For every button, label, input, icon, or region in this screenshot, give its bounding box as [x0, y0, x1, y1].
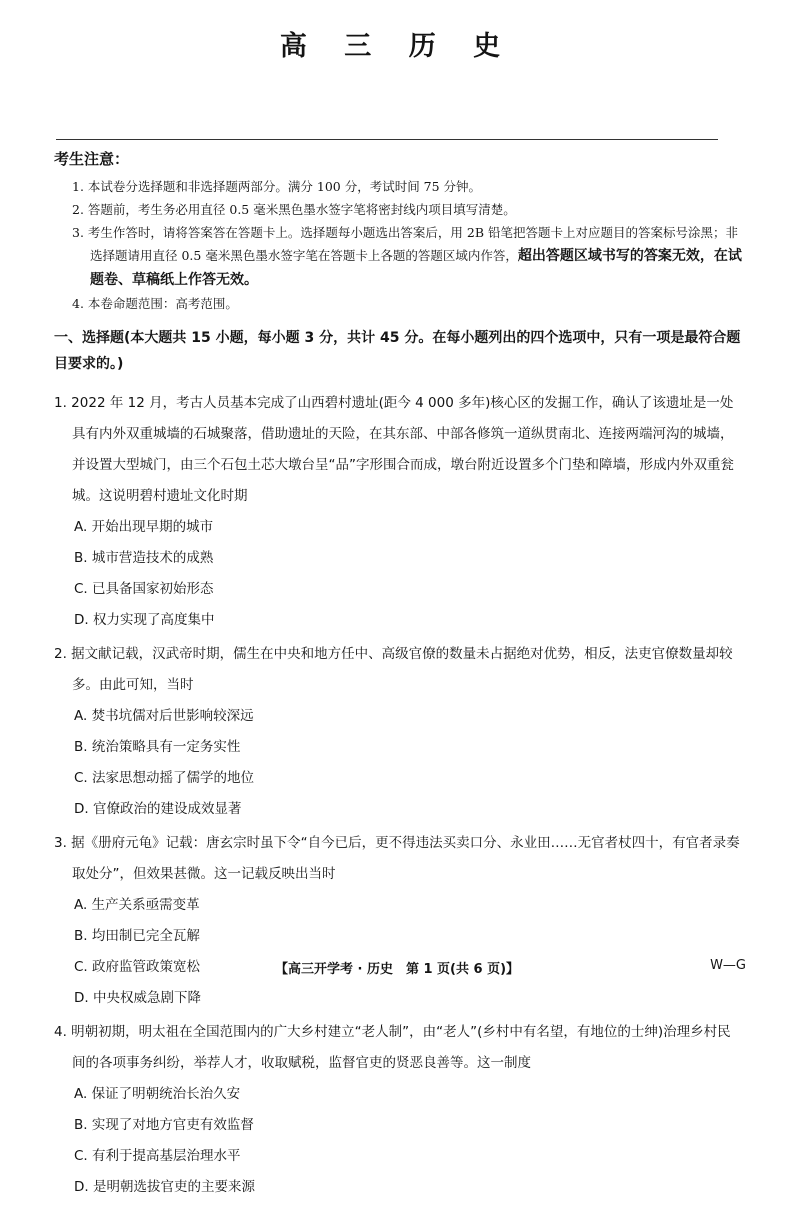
option-d: D. 是明朝选拔官吏的主要来源 [74, 1179, 255, 1195]
question-1 [54, 388, 744, 636]
option-c: C. 法家思想动摇了儒学的地位 [74, 770, 255, 786]
question-stem: 1. 2022 年 12 月，考古人员基本完成了山西碧村遗址(距今 4 000 多年)核心区的发掘工作，确认了该遗址是一处具有内外双重城墙的石城聚落，借助遗址的天险，在其东部、中部各修筑一道纵贯南北、连接两端河沟的城墙，并设置大型城门，由三个石包土芯大墩台呈“品”字形围合而成，墩台附近设置多个门垫和障墙，形成内外双重瓮城。这说明碧村遗址文化时期 [54, 395, 734, 504]
option-c: C. 政府监管政策宽松 [74, 959, 201, 975]
option-b: B. 城市营造技术的成熟 [74, 550, 214, 566]
question-stem: 3. 据《册府元龟》记载：唐玄宗时虽下令“自今已后，更不得违法买卖口分、永业田……无官者杖四十，有官者录奏取处分”，但效果甚微。这一记载反映出当时 [54, 835, 740, 882]
option-c: C. 已具备国家初始形态 [74, 581, 214, 597]
option-a: A. 保证了明朝统治长治久安 [74, 1086, 241, 1102]
notice-item-3 [54, 221, 744, 292]
option-b: B. 实现了对地方官吏有效监督 [74, 1117, 254, 1133]
header-divider [56, 139, 718, 140]
page-footer: 【高三开学考 · 历史 第 1 页(共 6 页)】 [274, 962, 520, 977]
question-4 [54, 1017, 744, 1203]
option-a: A. 开始出现早期的城市 [74, 519, 214, 535]
section-heading: 一、选择题(本大题共 15 小题，每小题 3 分，共计 45 分。在每小题列出的四个选项中，只有一项是最符合题目要求的。) [54, 330, 741, 372]
option-d: D. 权力实现了高度集中 [74, 612, 215, 628]
option-group [54, 701, 744, 825]
notice-item-3-bold: 超出答题区域书写的答案无效，在试题卷、草稿纸上作答无效。 [90, 248, 742, 288]
notice-item-1: 1. 本试卷分选择题和非选择题两部分。满分 100 分，考试时间 75 分钟。 [72, 179, 482, 194]
notice-heading: 考生注意： [54, 150, 130, 168]
paper-code: W—G [710, 958, 746, 973]
notice-item-4: 4. 本卷命题范围：高考范围。 [72, 296, 238, 311]
option-group [54, 1079, 744, 1203]
option-d: D. 中央权威急剧下降 [74, 990, 201, 1006]
notice-item-2: 2. 答题前，考生务必用直径 0.5 毫米黑色墨水签字笔将密封线内项目填写清楚。 [72, 202, 516, 217]
question-2 [54, 639, 744, 825]
option-b: B. 均田制已完全瓦解 [74, 928, 200, 944]
option-a: A. 生产关系亟需变革 [74, 897, 200, 913]
notice-box [54, 148, 744, 315]
question-stem: 4. 明朝初期，明太祖在全国范围内的广大乡村建立“老人制”，由“老人”(乡村中有名望，有地位的士绅)治理乡村民间的各项事务纠纷，举荐人才，收取赋税，监督官吏的贤恶良善等。这一制度 [54, 1024, 731, 1071]
option-b: B. 统治策略具有一定务实性 [74, 739, 241, 755]
option-a: A. 焚书坑儒对后世影响较深远 [74, 708, 254, 724]
option-group [54, 890, 744, 1014]
notice-item-3-text: 3. 考生作答时，请将答案答在答题卡上。选择题每小题选出答案后，用 2B 铅笔把答题卡上对应题目的答案标号涂黑；非选择题请用直径 0.5 毫米黑色墨水签字笔在答题卡上各题的答题区域内作答， [72, 225, 738, 263]
exam-title: 高 三 历 史 [279, 31, 515, 62]
question-list [54, 388, 744, 1206]
question-3 [54, 828, 744, 1014]
option-c: C. 有利于提高基层治理水平 [74, 1148, 241, 1164]
question-stem: 2. 据文献记载，汉武帝时期，儒生在中央和地方任中、高级官僚的数量未占据绝对优势，相反，法吏官僚数量却较多。由此可知，当时 [54, 646, 733, 693]
option-d: D. 官僚政治的建设成效显著 [74, 801, 242, 817]
option-group [54, 512, 744, 636]
